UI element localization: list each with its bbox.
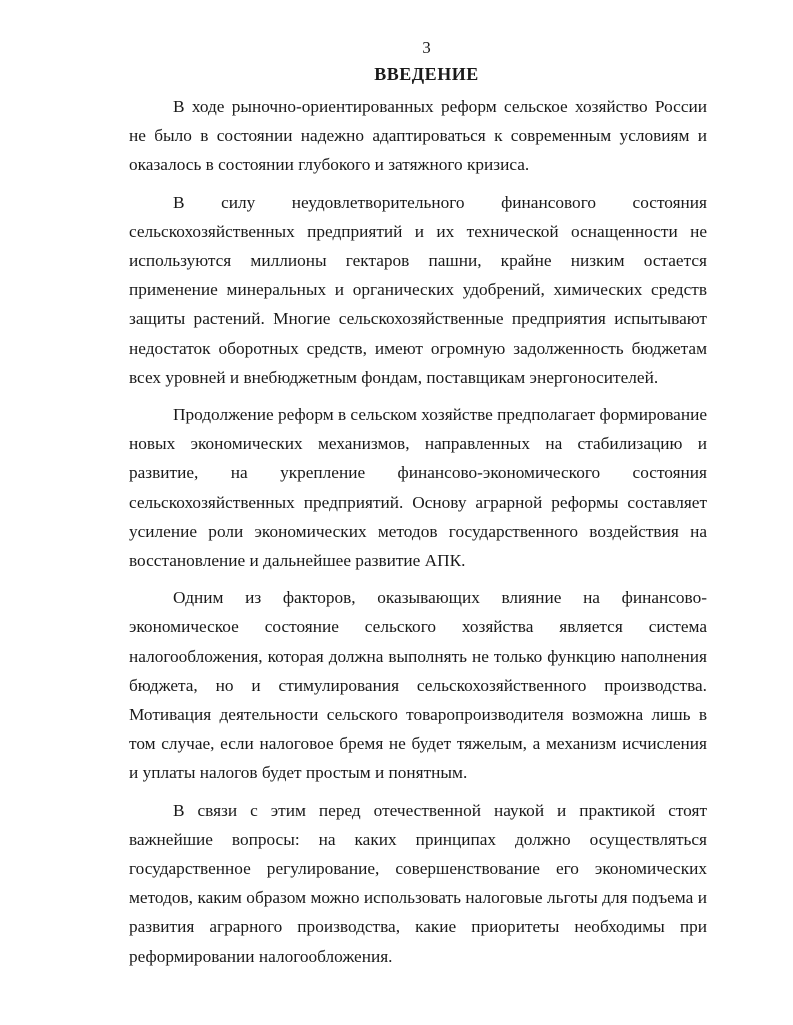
paragraph-3: Продолжение реформ в сельском хозяйстве предполагает формирование новых экономических механизмов, направленных на стабилизацию и развитие, на укрепление финансово-экономического состояния сельскохозяйственных предприятий. Основу аграрной реформы составляет усиление роли экономических методов государственного воздействия на восстановление и дальнейшее развитие АПК. <box>129 405 707 571</box>
section-title: ВВЕДЕНИЕ <box>374 64 479 84</box>
paragraph-1: В ходе рыночно-ориентированных реформ сельское хозяйство России не было в состоянии надежно адаптироваться к современным условиям и оказалось в состоянии глубокого и затяжного кризиса. <box>129 97 707 175</box>
paragraph-5: В связи с этим перед отечественной наукой и практикой стоят важнейшие вопросы: на каких принципах должно осуществляться государственное регулирование, совершенствование его экономических методов, каким образом можно использовать налоговые льготы для подъема и развития аграрного производства, какие приоритеты необходимы при реформировании налогообложения. <box>129 800 707 966</box>
body-text <box>129 92 707 971</box>
paragraph-4: Одним из факторов, оказывающих влияние на финансово-экономическое состояние сельского хозяйства является система налогообложения, которая должна выполнять не только функцию наполнения бюджета, но и стимулирования сельскохозяйственного производства. Мотивация деятельности сельского товаропроизводителя возможна лишь в том случае, если налоговое бремя не будет тяжелым, а механизм исчисления и уплаты налогов будет простым и понятным. <box>129 588 707 783</box>
paragraph-2: В силу неудовлетворительного финансового состояния сельскохозяйственных предприятий и их технической оснащенности не используются миллионы гектаров пашни, крайне низким остается применение минеральных и органических удобрений, химических средств защиты растений. Многие сельскохозяйственные предприятия испытывают недостаток оборотных средств, имеют огромную задолженность бюджетам всех уровней и внебюджетным фондам, поставщикам энергоносителей. <box>129 192 707 387</box>
page-number: 3 <box>422 38 431 57</box>
